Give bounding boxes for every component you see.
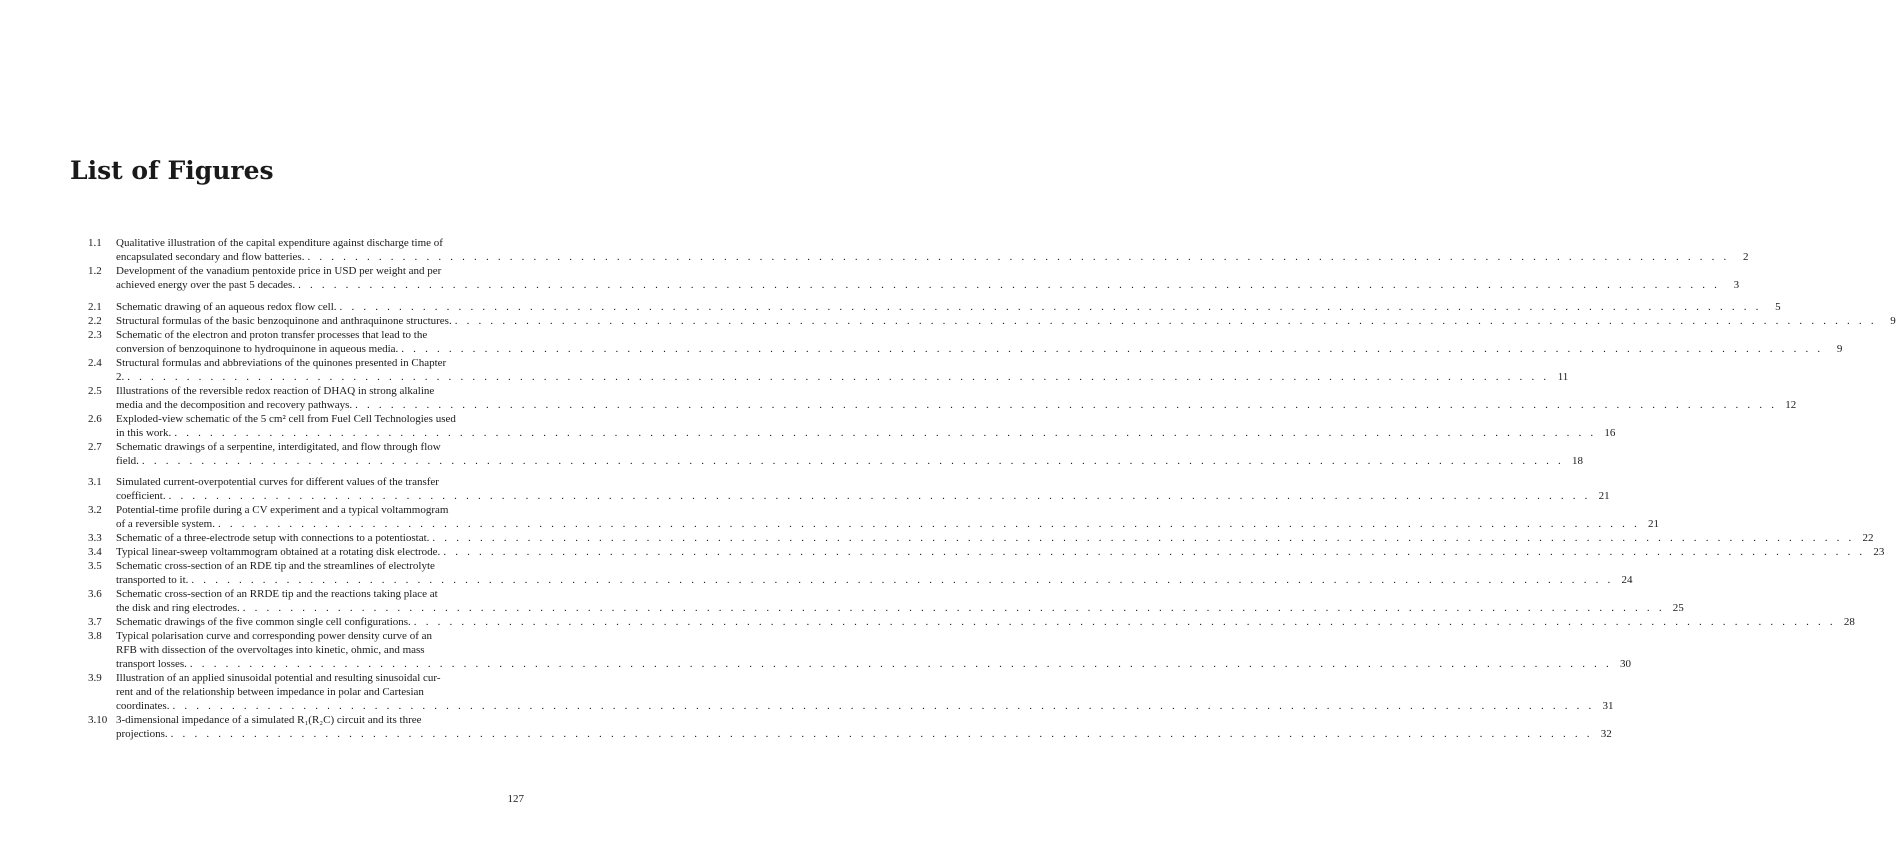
caption-text: Structural formulas of the basic benzoquinone and anthraquinone structures.: [116, 314, 452, 327]
figure-number: 3.2: [88, 504, 102, 516]
caption-text: Schematic drawings of the five common single cell configurations.: [116, 616, 411, 628]
figure-entry[interactable]: [88, 531, 1874, 545]
figure-caption: [116, 671, 1614, 713]
figure-entry[interactable]: [88, 264, 1740, 292]
caption-text: conversion of benzoquinone to hydroquinone in aqueous media.: [116, 342, 399, 355]
dot-leader: . . . . . . . . . . . . . . . . . . . . . . . . . . . . . . . . . . . . . . . . . . . . . . . . . . . . . . . . . . . . . . . . . . . . . . . . . . . . . . . . . . . . . . . . . . . . . . . . . . . . . . . . . . . . . . . . . . . . . . . .: [339, 300, 1762, 313]
caption-line: [116, 643, 1631, 657]
caption-text: Schematic drawing of an aqueous redox flow cell.: [116, 300, 337, 313]
figure-number: 3.5: [88, 560, 102, 572]
dot-leader: . . . . . . . . . . . . . . . . . . . . . . . . . . . . . . . . . . . . . . . . . . . . . . . . . . . . . . . . . . . . . . . . . . . . . . . . . . . . . . . . . . . . . . . . . . . . . . . . . . . . . . . . . . . . . . . . . . . . . . . .: [401, 342, 1824, 355]
caption-text: Schematic drawings of a serpentine, interdigitated, and flow through flow: [116, 440, 441, 453]
dot-leader: . . . . . . . . . . . . . . . . . . . . . . . . . . . . . . . . . . . . . . . . . . . . . . . . . . . . . . . . . . . . . . . . . . . . . . . . . . . . . . . . . . . . . . . . . . . . . . . . . . . . . . . . . . . . . . . . . . . . . . . .: [127, 370, 1550, 383]
caption-text: Illustrations of the reversible redox reaction of DHAQ in strong alkaline: [116, 384, 435, 397]
dot-leader: . . . . . . . . . . . . . . . . . . . . . . . . . . . . . . . . . . . . . . . . . . . . . . . . . . . . . . . . . . . . . . . . . . . . . . . . . . . . . . . . . . . . . . . . . . . . . . . . . . . . . . . . . . . . . . . . . . . . . . . .: [189, 658, 1612, 670]
dot-leader: . . . . . . . . . . . . . . . . . . . . . . . . . . . . . . . . . . . . . . . . . . . . . . . . . . . . . . . . . . . . . . . . . . . . . . . . . . . . . . . . . . . . . . . . . . . . . . . . . . . . . . . . . . . . . . . . . . . . . . . .: [307, 251, 1730, 263]
figure-entry[interactable]: [88, 384, 1797, 412]
caption-text: media and the decomposition and recovery pathways.: [116, 398, 353, 411]
figure-number: 2.6: [88, 412, 102, 425]
figure-page-number[interactable]: 9: [1890, 314, 1896, 327]
caption-text: of a reversible system.: [116, 518, 215, 530]
figure-number: 3.4: [88, 546, 102, 558]
caption-line: [116, 356, 1568, 370]
caption-text: Schematic of the electron and proton transfer processes that lead to the: [116, 328, 428, 341]
caption-text: Typical linear-sweep voltammogram obtained at a rotating disk electrode.: [116, 546, 441, 558]
figure-page-number[interactable]: 25: [1672, 602, 1684, 614]
figure-page-number[interactable]: 24: [1621, 574, 1633, 586]
figure-entry[interactable]: [88, 440, 1583, 468]
figure-entry[interactable]: [88, 713, 1612, 741]
figure-page-number[interactable]: 22: [1862, 532, 1874, 544]
figure-number: 2.7: [88, 440, 102, 453]
figure-page-number[interactable]: 12: [1785, 398, 1797, 411]
figure-entry[interactable]: [88, 412, 1616, 440]
figure-number: 3.3: [88, 532, 102, 544]
figure-number: 2.5: [88, 384, 102, 397]
list-of-figures: [88, 236, 1896, 741]
figure-number: 3.8: [88, 630, 102, 642]
caption-line: [116, 531, 1873, 545]
dot-leader: . . . . . . . . . . . . . . . . . . . . . . . . . . . . . . . . . . . . . . . . . . . . . . . . . . . . . . . . . . . . . . . . . . . . . . . . . . . . . . . . . . . . . . . . . . . . . . . . . . . . . . . . . . . . . . . . . . . . . . . .: [217, 518, 1641, 530]
caption-text: the disk and ring electrodes.: [116, 602, 240, 614]
caption-text: achieved energy over the past 5 decades.: [116, 279, 296, 291]
dot-leader: . . . . . . . . . . . . . . . . . . . . . . . . . . . . . . . . . . . . . . . . . . . . . . . . . . . . . . . . . . . . . . . . . . . . . . . . . . . . . . . . . . . . . . . . . . . . . . . . . . . . . . . . . . . . . . . . . . . . . . . .: [191, 574, 1614, 586]
chapter-gap: [88, 292, 504, 300]
caption-text: Qualitative illustration of the capital expenditure against discharge time of: [116, 237, 443, 249]
figure-number: 1.2: [88, 265, 102, 277]
dot-leader: . . . . . . . . . . . . . . . . . . . . . . . . . . . . . . . . . . . . . . . . . . . . . . . . . . . . . . . . . . . . . . . . . . . . . . . . . . . . . . . . . . . . . . . . . . . . . . . . . . . . . . . . . . . . . . . . . . . . . . . .: [242, 602, 1665, 614]
caption-line: [116, 314, 1896, 328]
figure-entry[interactable]: [88, 503, 1660, 531]
figure-number: 3.1: [88, 476, 102, 488]
caption-line: [116, 440, 1583, 454]
figure-caption: [116, 328, 1842, 356]
dot-leader: . . . . . . . . . . . . . . . . . . . . . . . . . . . . . . . . . . . . . . . . . . . . . . . . . . . . . . . . . . . . . . . . . . . . . . . . . . . . . . . . . . . . . . . . . . . . . . . . . . . . . . . . . . . . . . . . . . . . . . . .: [355, 398, 1778, 411]
figure-number: 3.9: [88, 672, 102, 684]
caption-text: Potential-time profile during a CV experiment and a typical voltammogram: [116, 504, 449, 516]
caption-line: [116, 236, 1749, 250]
caption-line: [116, 503, 1659, 517]
figure-entry[interactable]: [88, 671, 1614, 713]
caption-text: Illustration of an applied sinusoidal potential and resulting sinusoidal cur-: [116, 672, 441, 684]
figure-number: 2.3: [88, 328, 102, 341]
caption-line: [116, 685, 1614, 699]
dot-leader: . . . . . . . . . . . . . . . . . . . . . . . . . . . . . . . . . . . . . . . . . . . . . . . . . . . . . . . . . . . . . . . . . . . . . . . . . . . . . . . . . . . . . . . . . . . . . . . . . . . . . . . . . . . . . . . . . . . . . . . .: [174, 426, 1597, 439]
page-number: 127: [507, 793, 524, 805]
caption-line: [116, 601, 1684, 615]
caption-text: Schematic of a three-electrode setup with connections to a potentiostat.: [116, 532, 430, 544]
figure-page-number[interactable]: 28: [1843, 616, 1855, 628]
figure-page-number[interactable]: 5: [1775, 300, 1781, 313]
caption-line: [116, 657, 1631, 671]
caption-line: [116, 517, 1659, 531]
figure-entry[interactable]: [88, 545, 1885, 559]
figure-page-number[interactable]: 30: [1619, 658, 1631, 670]
chapter-gap: [88, 468, 504, 476]
caption-line: [116, 587, 1684, 601]
caption-line: [116, 278, 1739, 292]
figure-entry[interactable]: [88, 356, 1569, 384]
figure-caption: [116, 300, 1781, 314]
caption-line: [116, 264, 1739, 278]
caption-text: transported to it.: [116, 574, 189, 586]
caption-text: field.: [116, 454, 139, 467]
figure-entry[interactable]: [88, 559, 1633, 587]
figure-page-number[interactable]: 31: [1602, 700, 1614, 712]
figure-page-number[interactable]: 16: [1604, 426, 1616, 439]
figure-page-number[interactable]: 2: [1743, 251, 1749, 263]
figure-caption: [116, 264, 1739, 292]
caption-text: coordinates.: [116, 700, 170, 712]
caption-line: [116, 384, 1796, 398]
caption-line: [116, 475, 1610, 489]
figure-number: 2.1: [88, 300, 102, 313]
caption-line: [116, 573, 1632, 587]
figure-caption: [116, 559, 1632, 587]
caption-line: [116, 629, 1631, 643]
figure-caption: [116, 412, 1615, 440]
dot-leader: . . . . . . . . . . . . . . . . . . . . . . . . . . . . . . . . . . . . . . . . . . . . . . . . . . . . . . . . . . . . . . . . . . . . . . . . . . . . . . . . . . . . . . . . . . . . . . . . . . . . . . . . . . . . . . . . . . . . . . . .: [172, 700, 1595, 712]
figure-page-number[interactable]: 23: [1873, 546, 1885, 558]
caption-line: [116, 328, 1842, 342]
caption-text: Simulated current-overpotential curves for different values of the transfer: [116, 476, 439, 488]
caption-line: [116, 727, 1612, 741]
figure-page-number[interactable]: 9: [1836, 342, 1843, 355]
figure-caption: [116, 531, 1873, 545]
caption-line: [116, 426, 1615, 440]
caption-line: [116, 489, 1610, 503]
figure-page-number[interactable]: 21: [1648, 518, 1660, 530]
figure-caption: [116, 314, 1896, 328]
caption-text: rent and of the relationship between impedance in polar and Cartesian: [116, 686, 424, 698]
caption-text: coefficient.: [116, 490, 166, 502]
figure-caption: [116, 587, 1684, 615]
caption-text: RFB with dissection of the overvoltages into kinetic, ohmic, and mass: [116, 644, 425, 656]
caption-line: [116, 398, 1796, 412]
caption-text: in this work.: [116, 426, 172, 439]
figure-number: 3.7: [88, 616, 102, 628]
figure-entry[interactable]: [88, 615, 1855, 629]
figure-caption: [116, 384, 1796, 412]
caption-line: [116, 300, 1781, 314]
figure-caption: [116, 236, 1749, 264]
figure-entry[interactable]: [88, 236, 1749, 264]
caption-line: [116, 615, 1855, 629]
figure-caption: [116, 713, 1612, 741]
figure-caption: [116, 503, 1659, 531]
caption-text: encapsulated secondary and flow batteries.: [116, 251, 305, 263]
caption-line: [116, 713, 1612, 727]
dot-leader: . . . . . . . . . . . . . . . . . . . . . . . . . . . . . . . . . . . . . . . . . . . . . . . . . . . . . . . . . . . . . . . . . . . . . . . . . . . . . . . . . . . . . . . . . . . . . . . . . . . . . . . . . . . . . . . . . . . . . . . .: [170, 728, 1593, 740]
figure-page-number[interactable]: 32: [1600, 728, 1612, 740]
dot-leader: . . . . . . . . . . . . . . . . . . . . . . . . . . . . . . . . . . . . . . . . . . . . . . . . . . . . . . . . . . . . . . . . . . . . . . . . . . . . . . . . . . . . . . . . . . . . . . . . . . . . . . . . . . . . . . . . . . . . . . . .: [168, 490, 1591, 502]
caption-line: [116, 412, 1615, 426]
figure-caption: [116, 629, 1631, 671]
caption-line: [116, 699, 1614, 713]
figure-page-number[interactable]: 18: [1571, 454, 1583, 467]
figure-entry[interactable]: [88, 300, 1781, 314]
figure-number: 3.6: [88, 588, 102, 600]
dot-leader: . . . . . . . . . . . . . . . . . . . . . . . . . . . . . . . . . . . . . . . . . . . . . . . . . . . . . . . . . . . . . . . . . . . . . . . . . . . . . . . . . . . . . . . . . . . . . . . . . . . . . . . . . . . . . . . . . . . . . . . .: [141, 454, 1564, 467]
caption-text: Development of the vanadium pentoxide price in USD per weight and per: [116, 265, 442, 277]
figure-number: 2.4: [88, 356, 102, 369]
caption-text: Exploded-view schematic of the 5 cm² cell from Fuel Cell Technologies used: [116, 412, 456, 425]
dot-leader: . . . . . . . . . . . . . . . . . . . . . . . . . . . . . . . . . . . . . . . . . . . . . . . . . . . . . . . . . . . . . . . . . . . . . . . . . . . . . . . . . . . . . . . . . . . . . . . . . . . . . . . . . . . . . . . . . . . . . . . .: [432, 532, 1855, 544]
caption-text: 2.: [116, 370, 125, 383]
caption-line: [116, 545, 1884, 559]
caption-text: projections.: [116, 728, 168, 740]
figure-number: 3.10: [88, 714, 108, 726]
figure-entry[interactable]: [88, 314, 1896, 328]
caption-line: [116, 250, 1749, 264]
figure-number: 2.2: [88, 314, 102, 327]
dot-leader: . . . . . . . . . . . . . . . . . . . . . . . . . . . . . . . . . . . . . . . . . . . . . . . . . . . . . . . . . . . . . . . . . . . . . . . . . . . . . . . . . . . . . . . . . . . . . . . . . . . . . . . . . . . . . . . . . . . . . . . .: [454, 314, 1877, 327]
figure-caption: [116, 545, 1884, 559]
page-title: List of Figures: [70, 156, 274, 185]
figure-entry[interactable]: [88, 475, 1610, 503]
figure-caption: [116, 356, 1568, 384]
caption-line: [116, 342, 1842, 356]
figure-caption: [116, 615, 1855, 629]
dot-leader: . . . . . . . . . . . . . . . . . . . . . . . . . . . . . . . . . . . . . . . . . . . . . . . . . . . . . . . . . . . . . . . . . . . . . . . . . . . . . . . . . . . . . . . . . . . . . . . . . . . . . . . . . . . . . . . . . . . . . . . .: [413, 616, 1836, 628]
figure-page-number[interactable]: 21: [1598, 490, 1610, 502]
dot-leader: . . . . . . . . . . . . . . . . . . . . . . . . . . . . . . . . . . . . . . . . . . . . . . . . . . . . . . . . . . . . . . . . . . . . . . . . . . . . . . . . . . . . . . . . . . . . . . . . . . . . . . . . . . . . . . . . . . . . . . . .: [443, 546, 1866, 558]
caption-text: Structural formulas and abbreviations of the quinones presented in Chapter: [116, 356, 447, 369]
figure-entry[interactable]: [88, 629, 1631, 671]
caption-text: 3-dimensional impedance of a simulated R₁(R₂C) circuit and its three: [116, 714, 422, 726]
figure-caption: [116, 440, 1583, 468]
caption-text: transport losses.: [116, 658, 187, 670]
caption-text: Typical polarisation curve and corresponding power density curve of an: [116, 630, 432, 642]
figure-page-number[interactable]: 11: [1557, 370, 1569, 383]
caption-line: [116, 559, 1632, 573]
caption-text: Schematic cross-section of an RRDE tip and the reactions taking place at: [116, 588, 438, 600]
caption-line: [116, 370, 1568, 384]
dot-leader: . . . . . . . . . . . . . . . . . . . . . . . . . . . . . . . . . . . . . . . . . . . . . . . . . . . . . . . . . . . . . . . . . . . . . . . . . . . . . . . . . . . . . . . . . . . . . . . . . . . . . . . . . . . . . . . . . . . . . . . .: [298, 279, 1721, 291]
figure-page-number[interactable]: 3: [1733, 279, 1740, 291]
figure-entry[interactable]: [88, 587, 1684, 615]
caption-line: [116, 671, 1614, 685]
figure-number: 1.1: [88, 237, 102, 249]
caption-text: Schematic cross-section of an RDE tip and the streamlines of electrolyte: [116, 560, 435, 572]
caption-line: [116, 454, 1583, 468]
figure-entry[interactable]: [88, 328, 1843, 356]
figure-caption: [116, 475, 1610, 503]
